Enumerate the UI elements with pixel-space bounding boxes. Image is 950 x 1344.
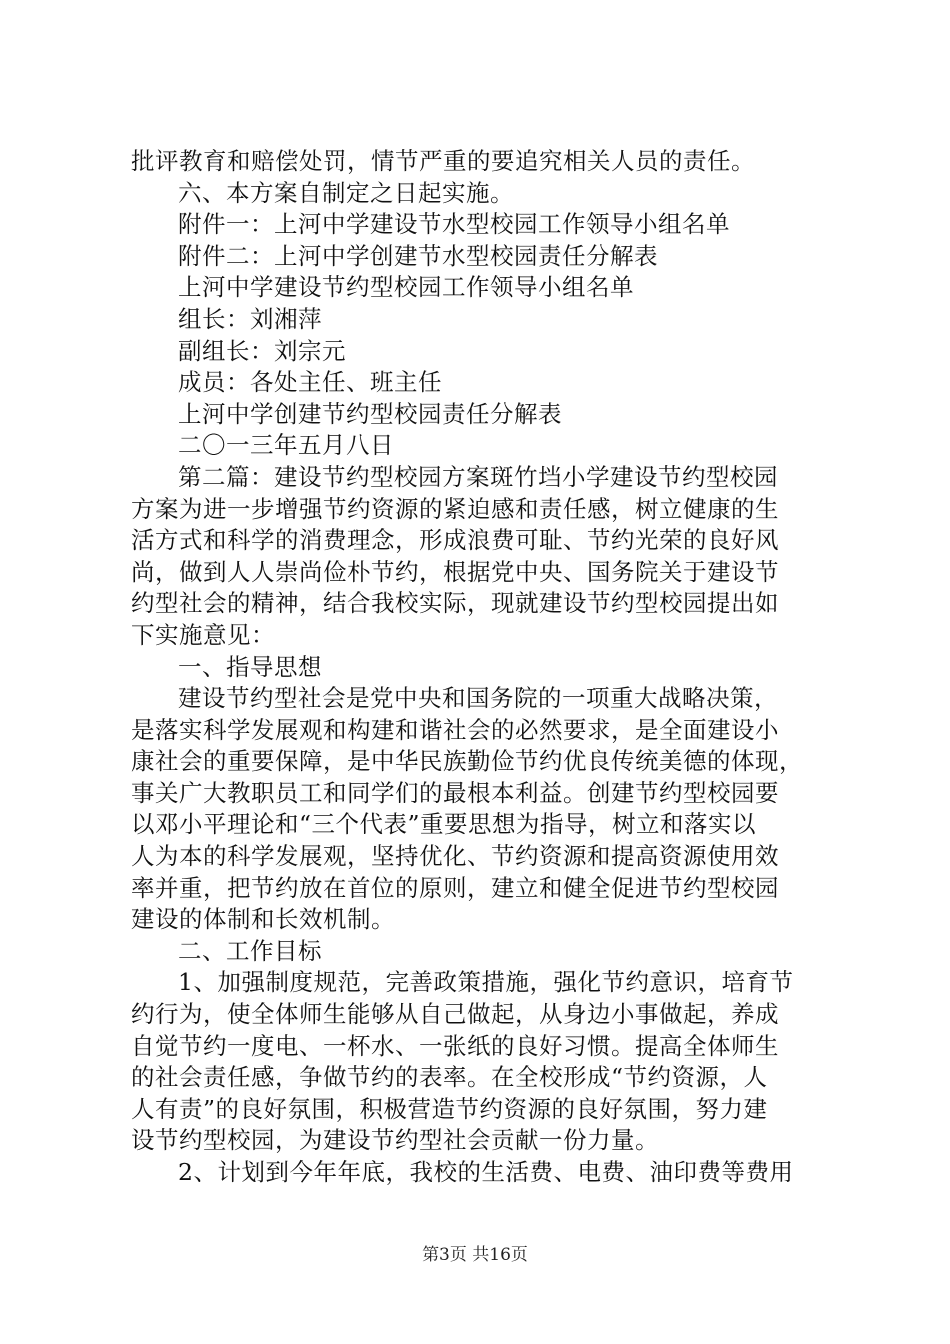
text-line: 约行为，使全体师生能够从自己做起，从身边小事做起，养成 — [131, 1000, 779, 1029]
text-line: 人有责”的良好氛围，积极营造节约资源的良好氛围，努力建 — [131, 1094, 768, 1123]
date-line: 二〇一三年五月八日 — [178, 431, 394, 460]
text-line: 组长：刘湘萍 — [178, 304, 322, 333]
text-line: 批评教育和赔偿处罚，情节严重的要追究相关人员的责任。 — [131, 147, 755, 175]
text-line: 自觉节约一度电、一杯水、一张纸的良好习惯。提高全体师生 — [131, 1031, 779, 1060]
text-line: 上河中学创建节约型校园责任分解表 — [178, 399, 562, 428]
page-number-footer: 第3页 共16页 — [422, 1245, 528, 1265]
text-line: 约型社会的精神，结合我校实际，现就建设节约型校园提出如 — [131, 589, 779, 618]
text-line: 方案为进一步增强节约资源的紧迫感和责任感，树立健康的生 — [131, 494, 779, 523]
text-line: 2、计划到今年年底，我校的生活费、电费、油印费等费用 — [178, 1158, 794, 1186]
text-line: 设节约型校园，为建设节约型社会贡献一份力量。 — [131, 1126, 659, 1155]
section-heading: 六、本方案自制定之日起实施。 — [178, 178, 514, 207]
text-line: 附件一：上河中学建设节水型校园工作领导小组名单 — [178, 210, 730, 239]
section-heading: 二、工作目标 — [178, 936, 322, 965]
text-line: 建设节约型社会是党中央和国务院的一项重大战略决策， — [178, 684, 778, 713]
text-line: 1、加强制度规范，完善政策措施，强化节约意识，培育节 — [178, 968, 794, 997]
text-line: 以邓小平理论和“三个代表”重要思想为指导，树立和落实以 — [131, 810, 757, 839]
text-line: 康社会的重要保障，是中华民族勤俭节约优良传统美德的体现， — [131, 747, 803, 776]
text-line: 活方式和科学的消费理念，形成浪费可耻、节约光荣的良好风 — [131, 526, 779, 555]
text-line: 附件二：上河中学创建节水型校园责任分解表 — [178, 241, 658, 270]
text-line: 事关广大教职员工和同学们的最根本利益。创建节约型校园要 — [131, 778, 779, 807]
text-line: 副组长：刘宗元 — [178, 336, 346, 365]
text-line: 的社会责任感，争做节约的表率。在全校形成“节约资源，人 — [131, 1063, 768, 1092]
text-line: 尚，做到人人崇尚俭朴节约，根据党中央、国务院关于建设节 — [131, 557, 779, 586]
document-body — [131, 146, 831, 1189]
text-line: 建设的体制和长效机制。 — [131, 905, 395, 934]
text-line: 人为本的科学发展观，坚持优化、节约资源和提高资源使用效 — [131, 842, 779, 871]
text-line: 上河中学建设节约型校园工作领导小组名单 — [178, 273, 634, 302]
text-line: 成员：各处主任、班主任 — [178, 368, 442, 397]
section-heading: 一、指导思想 — [178, 652, 322, 681]
text-line: 率并重，把节约放在首位的原则，建立和健全促进节约型校园 — [131, 873, 779, 902]
text-line: 下实施意见： — [131, 620, 275, 649]
chapter-heading: 第二篇：建设节约型校园方案斑竹垱小学建设节约型校园 — [178, 462, 778, 491]
text-line: 是落实科学发展观和构建和谐社会的必然要求，是全面建设小 — [131, 715, 779, 744]
